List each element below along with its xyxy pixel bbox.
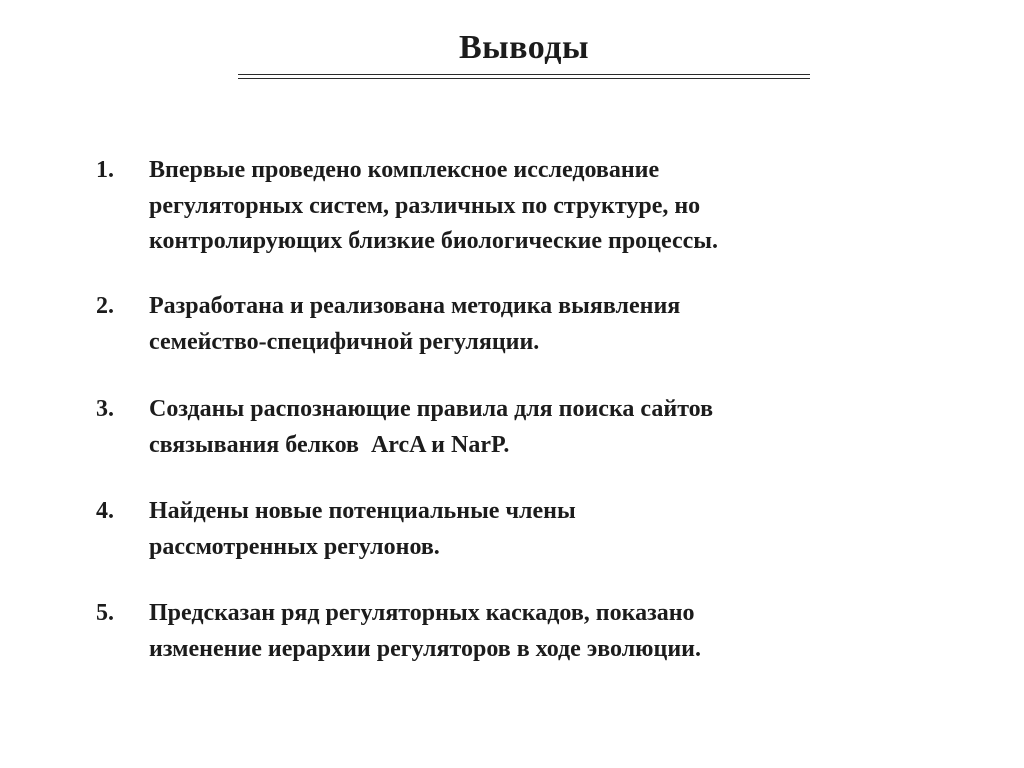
conclusion-line: Созданы распознающие правила для поиска сайтов	[149, 396, 714, 422]
conclusion-line: Найдены новые потенциальные члены	[149, 498, 576, 524]
conclusion-line: семейство-специфичной регуляции.	[149, 328, 540, 355]
conclusion-line: Разработана и реализована методика выявления	[149, 293, 681, 319]
title-underline-top	[238, 74, 810, 75]
conclusion-number: 1.	[96, 157, 114, 183]
conclusion-number: 4.	[96, 498, 114, 524]
conclusion-number: 3.	[96, 396, 114, 422]
title-underline-bottom	[238, 78, 810, 79]
conclusion-line: контролирующих близкие биологические процессы.	[149, 228, 718, 254]
conclusion-text	[149, 392, 929, 463]
conclusion-text	[149, 153, 929, 260]
conclusion-number: 2.	[96, 293, 114, 319]
conclusion-line: регуляторных систем, различных по структуре, но	[149, 192, 701, 219]
conclusion-line: связывания белков ArcA и NarP.	[149, 431, 510, 458]
conclusion-text	[149, 289, 929, 360]
conclusion-line: Впервые проведено комплексное исследование	[149, 157, 660, 183]
conclusion-line: Предсказан ряд регуляторных каскадов, показано	[149, 600, 695, 626]
conclusion-text	[149, 494, 929, 565]
conclusion-line: изменение иерархии регуляторов в ходе эволюции.	[149, 635, 701, 662]
conclusion-text	[149, 596, 929, 667]
slide-title: Выводы	[458, 29, 590, 66]
conclusion-number: 5.	[96, 600, 114, 626]
conclusion-line: рассмотренных регулонов.	[149, 533, 440, 560]
